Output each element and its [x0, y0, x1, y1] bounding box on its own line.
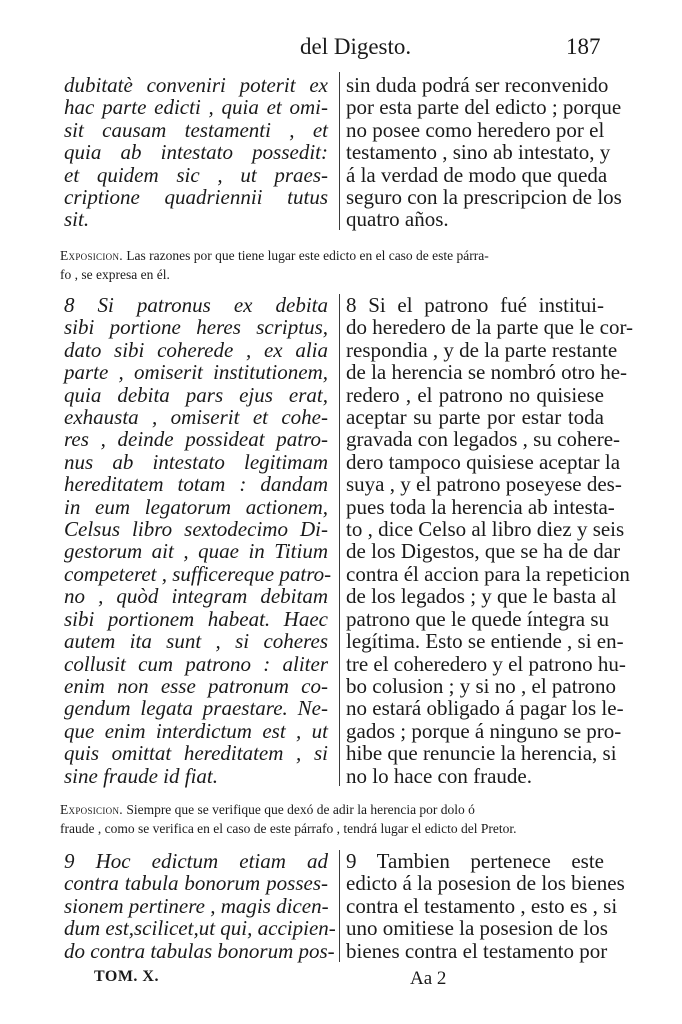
latin-line: que enim interdictum est , ut	[64, 718, 328, 743]
latin-line: sine fraude id fiat.	[64, 763, 218, 788]
spanish-line: redero , el patrono no quisiese	[346, 382, 604, 407]
volume-mark: TOM. X.	[94, 968, 159, 985]
latin-line: dum est,scilicet,ut qui, accipien-	[64, 916, 336, 941]
exposition-text: fraude , como se verifica en el caso de este párrafo , tendrá lugar el edicto del Pretor.	[60, 821, 517, 836]
spanish-line: gados ; porque á ninguno se pro-	[346, 718, 622, 743]
latin-line: dubitatè conveniri poterit ex	[64, 73, 328, 97]
latin-line: do contra tabulas bonorum pos-	[64, 938, 335, 963]
latin-line: parte , omiserit institutionem,	[64, 360, 328, 385]
latin-line: res , deinde possideat patro-	[64, 427, 328, 452]
latin-line: no , quòd integram debitam	[64, 584, 328, 609]
spanish-line: dero tampoco quisiese aceptar la	[346, 449, 621, 474]
spanish-line: hibe que renuncie la herencia, si	[346, 741, 617, 766]
latin-line: 9 Hoc edictum etiam ad	[64, 849, 328, 873]
latin-line: sibi portione heres scriptus,	[64, 315, 328, 340]
spanish-line: aceptar su parte por estar toda	[346, 405, 604, 430]
spanish-line: gravada con legados , su cohere-	[346, 427, 621, 452]
latin-line: competeret , sufficereque patro-	[64, 561, 332, 586]
column-divider	[339, 850, 340, 962]
spanish-line: respondia , y de la parte restante	[346, 337, 618, 362]
column-divider	[339, 72, 340, 230]
spanish-line: testamento , sino ab intestato, y	[346, 140, 611, 165]
exposition-label: Exposicion.	[60, 248, 123, 263]
latin-line: contra tabula bonorum posses-	[64, 871, 328, 896]
latin-line: gendum legata praestare. Ne-	[64, 696, 328, 721]
spanish-line: por esta parte del edicto ; porque	[346, 95, 622, 120]
latin-column-section-8	[64, 293, 332, 788]
latin-line: dato sibi coherede , ex alia	[64, 337, 328, 362]
column-divider	[339, 294, 340, 786]
exposition-note-2	[60, 800, 620, 838]
latin-line: collusit cum patrono : aliter	[64, 651, 328, 676]
latin-line: enim non esse patronum co-	[64, 673, 328, 698]
latin-line: hereditatem totam : dandam	[64, 472, 328, 497]
spanish-line: de la herencia se nombró otro he-	[346, 360, 628, 385]
exposition-label: Exposicion.	[60, 802, 123, 817]
page-number: 187	[566, 34, 601, 59]
running-title: del Digesto.	[300, 34, 412, 59]
exposition-text: fo , se expresa en él.	[60, 267, 170, 282]
latin-line: Celsus libro sextodecimo Di-	[64, 517, 328, 542]
latin-line: sibi portionem habeat. Haec	[64, 606, 328, 631]
spanish-line: seguro con la prescripcion de los	[346, 185, 622, 210]
latin-line: sit.	[64, 207, 90, 232]
latin-line: gestorum ait , quae in Titium	[64, 539, 328, 564]
spanish-line: no posee como heredero por el	[346, 117, 605, 142]
latin-line: quia ab intestato possedit:	[64, 140, 328, 165]
latin-column-section-7	[64, 74, 328, 231]
spanish-line: tre el coheredero y el patrono hu-	[346, 651, 626, 676]
spanish-line: to , dice Celso al libro diez y seis	[346, 517, 625, 542]
spanish-line: sin duda podrá ser reconvenido	[346, 73, 609, 97]
spanish-line: legítima. Esto se entiende , si en-	[346, 629, 624, 654]
spanish-line: á la verdad de modo que queda	[346, 162, 608, 187]
spanish-line: do heredero de la parte que le cor-	[346, 315, 634, 340]
spanish-line: quatro años.	[346, 207, 449, 232]
spanish-line: bo colusion ; y si no , el patrono	[346, 673, 617, 698]
exposition-note-1	[60, 246, 620, 284]
signature-mark: Aa 2	[410, 968, 447, 989]
latin-line: in eum legatorum actionem,	[64, 494, 328, 519]
spanish-line: contra el testamento , esto es , si	[346, 893, 618, 918]
spanish-line: edicto á la posesion de los bienes	[346, 871, 625, 896]
latin-line: nus ab intestato legitimam	[64, 449, 328, 474]
page-footer	[0, 968, 682, 994]
latin-line: exhausta , omiserit et cohe-	[64, 405, 328, 430]
latin-line: hac parte edicti , quia et omi-	[64, 95, 328, 120]
spanish-line: no lo hace con fraude.	[346, 763, 532, 788]
latin-line: autem ita sunt , si coheres	[64, 629, 328, 654]
spanish-line: patrono que le quede íntegra su	[346, 606, 609, 631]
spanish-line: de los Digestos, que se ha de dar	[346, 539, 621, 564]
spanish-line: no estará obligado á pagar los le-	[346, 696, 624, 721]
latin-line: quia debita pars ejus erat,	[64, 382, 328, 407]
latin-column-section-9	[64, 849, 336, 963]
spanish-line: de los legados ; y que le basta al	[346, 584, 617, 609]
spanish-column-section-9	[346, 849, 625, 963]
spanish-line: 8 Si el patrono fué institui-	[346, 293, 604, 317]
exposition-text: Las razones por que tiene lugar este edicto en el caso de este párra-	[126, 248, 489, 263]
spanish-column-section-8	[346, 293, 634, 788]
spanish-column-section-7	[346, 73, 622, 232]
spanish-line: 9 Tambien pertenece este	[346, 849, 604, 873]
spanish-line: contra él accion para la repeticion	[346, 561, 630, 586]
page-header	[0, 34, 682, 64]
spanish-line: bienes contra el testamento por	[346, 938, 608, 963]
latin-line: sit causam testamenti , et	[64, 117, 328, 142]
latin-line: criptione quadriennii tutus	[64, 185, 328, 210]
spanish-line: pues toda la herencia ab intesta-	[346, 494, 615, 519]
exposition-text: Siempre que se verifique que dexó de adir la herencia por dolo ó	[126, 802, 475, 817]
latin-line: 8 Si patronus ex debita	[64, 293, 328, 317]
spanish-line: uno omitiese la posesion de los	[346, 916, 608, 941]
latin-line: et quidem sic , ut praes-	[64, 162, 328, 187]
latin-line: quis omittat hereditatem , si	[64, 741, 328, 766]
latin-line: sionem pertinere , magis dicen-	[64, 893, 329, 918]
spanish-line: suya , y el patrono poseyese des-	[346, 472, 622, 497]
